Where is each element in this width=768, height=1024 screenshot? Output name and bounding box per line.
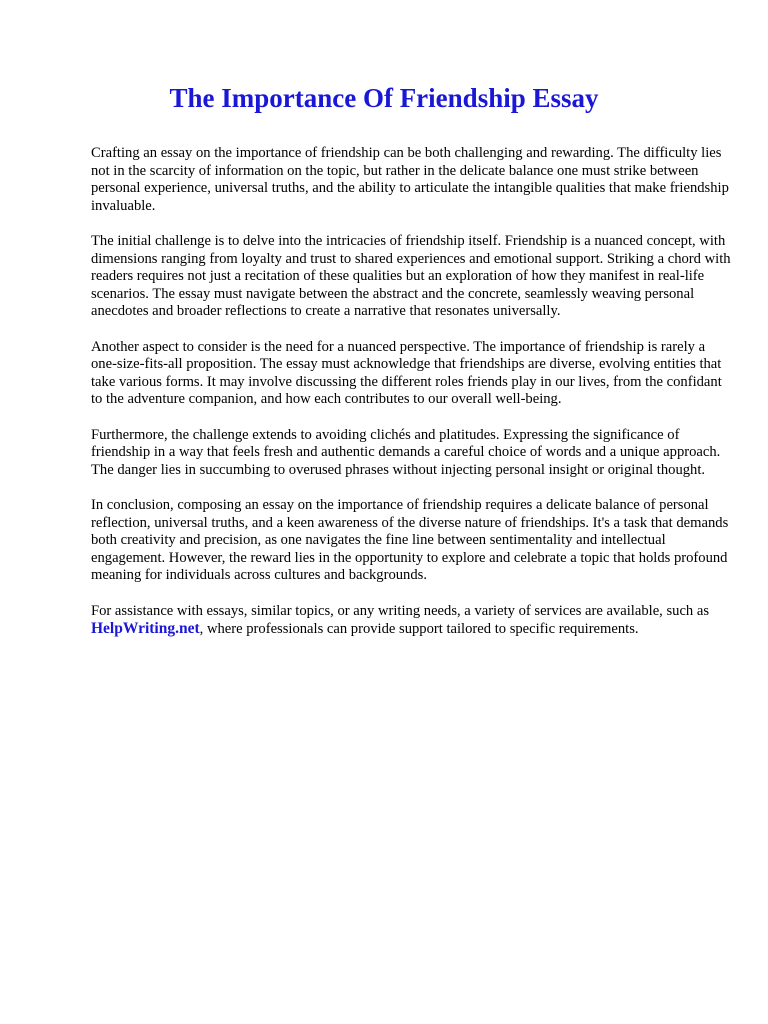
closing-text-before-link: For assistance with essays, similar topics, or any writing needs, a variety of services are available, such as bbox=[91, 602, 710, 619]
paragraph-4: Furthermore, the challenge extends to avoiding clichés and platitudes. Expressing the significance of friendship in a way that feels fresh and authentic demands a careful choice of words and a unique approach. The danger lies in succumbing to overused phrases without injecting personal insight or original thought. bbox=[91, 426, 721, 478]
essay-body bbox=[91, 145, 731, 657]
helpwriting-link[interactable]: HelpWriting.net bbox=[91, 620, 200, 637]
paragraph-3: Another aspect to consider is the need for a nuanced perspective. The importance of friendship is rarely a one-size-fits-all proposition. The essay must acknowledge that friendships are diverse, evolving entities that take various forms. It may involve discussing the different roles friends play in our lives, from the confidant to the adventure companion, and how each contributes to our overall well-being. bbox=[91, 338, 722, 407]
paragraph-5: In conclusion, composing an essay on the importance of friendship requires a delicate balance of personal reflection, universal truths, and a keen awareness of the diverse nature of friendships. It's a task that demands both creativity and precision, as one navigates the fine line between sentimentality and intellectual engagement. However, the reward lies in the opportunity to explore and celebrate a topic that holds profound meaning for individuals across cultures and backgrounds. bbox=[91, 497, 729, 583]
page-title: The Importance Of Friendship Essay bbox=[169, 83, 599, 113]
closing-paragraph bbox=[91, 603, 731, 639]
paragraph-1: Crafting an essay on the importance of friendship can be both challenging and rewarding. The difficulty lies not in the scarcity of information on the topic, but rather in the delicate balance one must strike between personal experience, universal truths, and the ability to articulate the intangible qualities that make friendship invaluable. bbox=[91, 145, 729, 214]
closing-text-after-link: , where professionals can provide support tailored to specific requirements. bbox=[199, 621, 639, 637]
paragraph-2: The initial challenge is to delve into the intricacies of friendship itself. Friendship is a nuanced concept, with dimensions ranging from loyalty and trust to shared experiences and emotional support. Striking a chord with readers requires not just a recitation of these qualities but an exploration of how they manifest in real-life scenarios. The essay must navigate between the abstract and the concrete, seamlessly weaving personal anecdotes and broader reflections to create a narrative that resonates universally. bbox=[91, 233, 731, 319]
